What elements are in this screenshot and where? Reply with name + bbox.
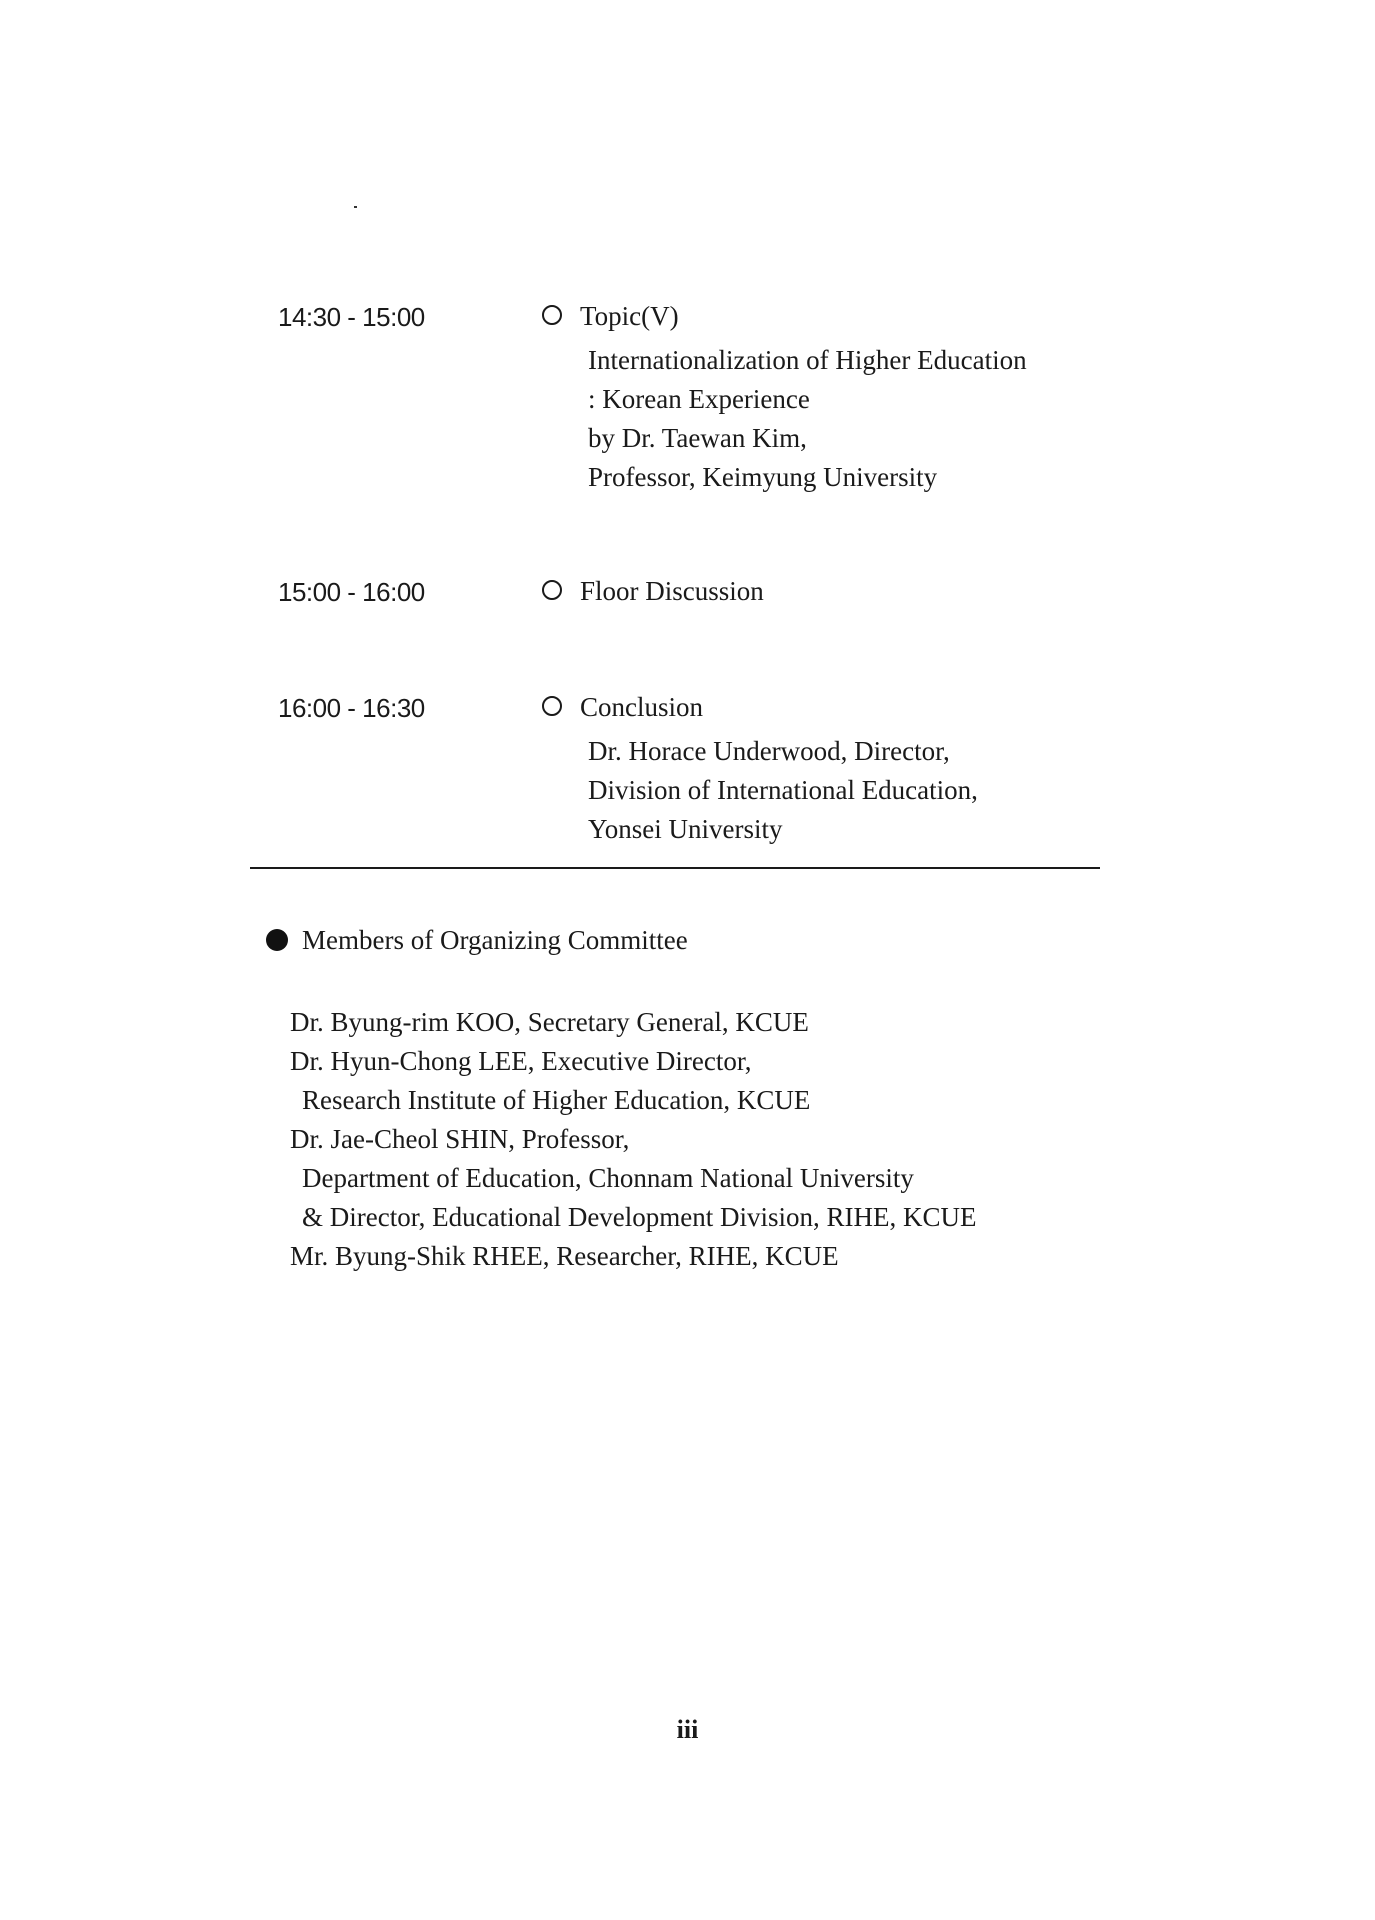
session-detail-line: Dr. Horace Underwood, Director,	[588, 736, 950, 766]
session-time: 16:00 - 16:30	[278, 693, 425, 723]
member-line: Dr. Hyun-Chong LEE, Executive Director,	[290, 1046, 752, 1076]
session-detail-line: Professor, Keimyung University	[588, 462, 938, 492]
open-circle-icon	[542, 696, 562, 716]
member-line: Dr. Byung-rim KOO, Secretary General, KCUE	[290, 1007, 809, 1037]
open-circle-icon	[542, 580, 562, 600]
session-detail-line: Yonsei University	[588, 814, 783, 844]
session-detail-line: Internationalization of Higher Education	[588, 345, 1027, 375]
session-title: Topic(V)	[580, 301, 679, 331]
committee-heading	[266, 925, 688, 956]
session-title: Floor Discussion	[580, 576, 764, 606]
open-circle-icon	[542, 305, 562, 325]
session-details	[588, 732, 978, 849]
session-detail-line: : Korean Experience	[588, 384, 810, 414]
member-line: & Director, Educational Development Division, RIHE, KCUE	[302, 1202, 977, 1232]
session-detail-line: by Dr. Taewan Kim,	[588, 423, 807, 453]
member-line: Department of Education, Chonnam National University	[302, 1163, 914, 1193]
session-time: 14:30 - 15:00	[278, 302, 425, 332]
member-line: Research Institute of Higher Education, KCUE	[302, 1085, 811, 1115]
committee-members	[290, 1003, 977, 1276]
horizontal-rule	[250, 867, 1100, 869]
session-time: 15:00 - 16:00	[278, 577, 425, 607]
session-detail-line: Division of International Education,	[588, 775, 978, 805]
page-number: iii	[676, 1715, 699, 1744]
member-line: Mr. Byung-Shik RHEE, Researcher, RIHE, KCUE	[290, 1241, 839, 1271]
session-details	[588, 341, 1027, 497]
committee-heading-text: Members of Organizing Committee	[302, 925, 688, 955]
member-line: Dr. Jae-Cheol SHIN, Professor,	[290, 1124, 630, 1154]
session-title: Conclusion	[580, 692, 704, 722]
stray-mark	[354, 206, 357, 208]
filled-bullet-icon	[266, 929, 288, 951]
